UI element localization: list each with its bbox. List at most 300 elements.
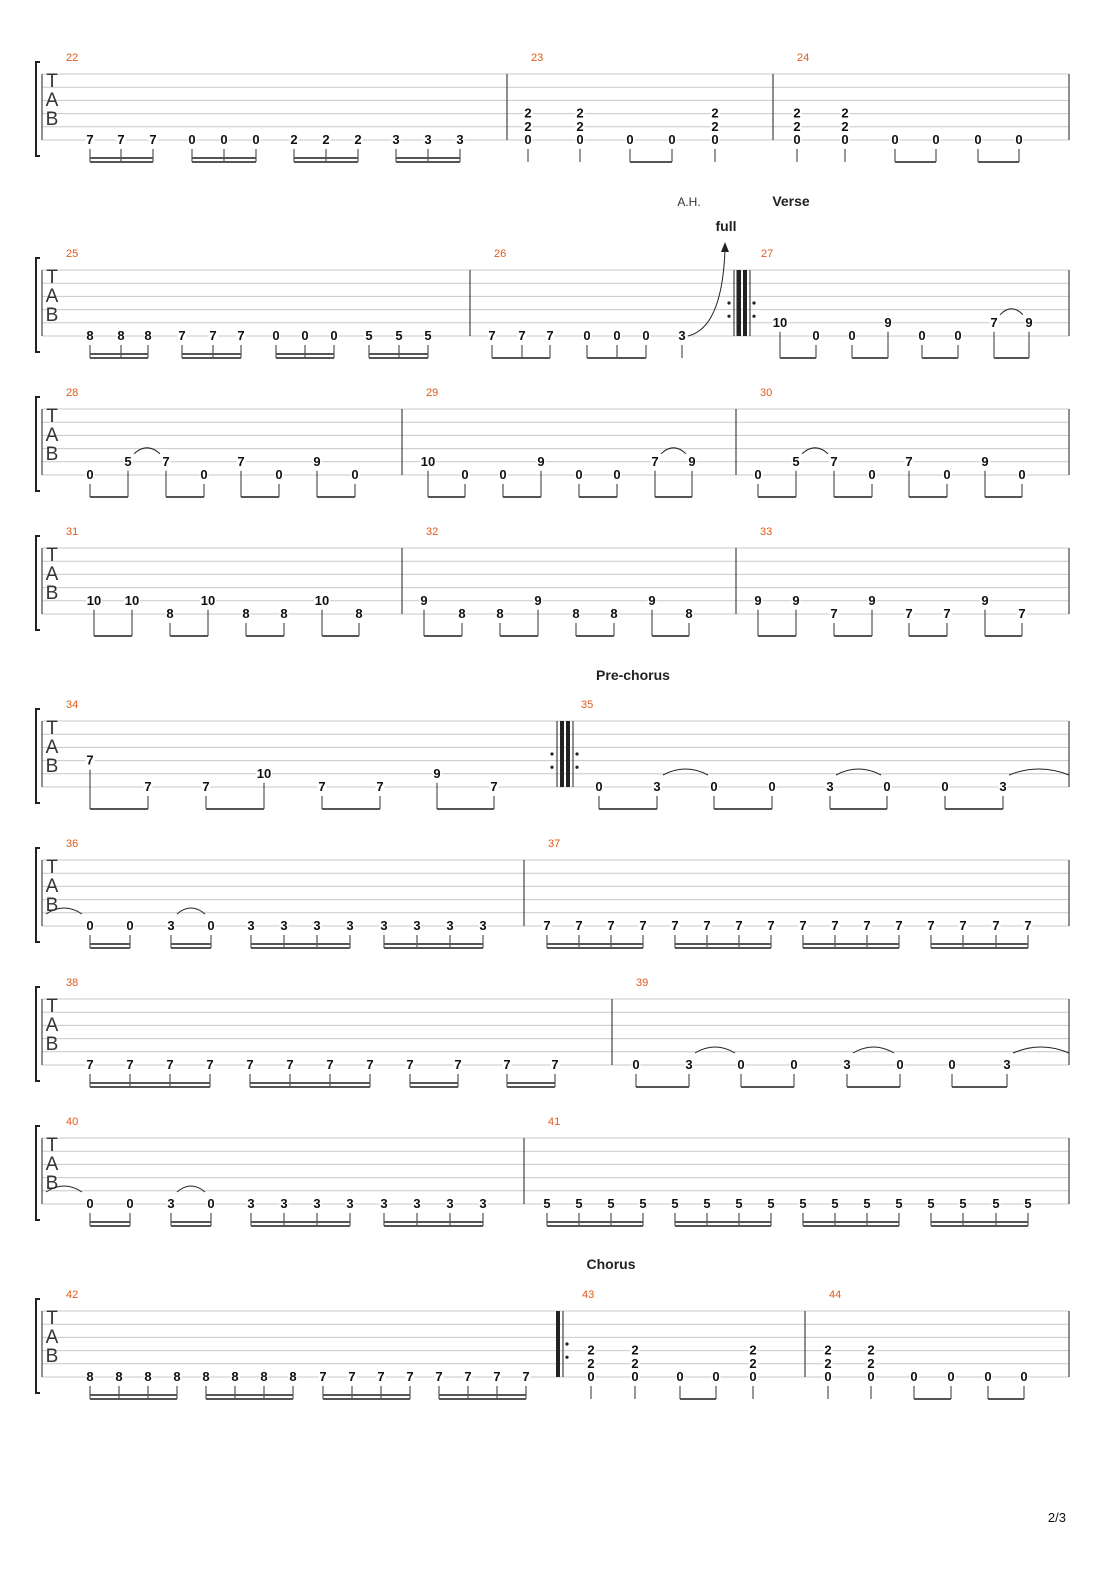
fret-number: 0: [595, 779, 603, 794]
bar-number: 26: [494, 248, 507, 260]
fret-number: 0: [954, 328, 962, 343]
tab-letter: B: [45, 305, 59, 326]
tab-letter: T: [46, 71, 58, 92]
bend-arrowhead: [721, 242, 729, 252]
fret-number: 2: [290, 132, 298, 147]
fret-number: 9: [534, 592, 542, 608]
fret-number: 7: [488, 328, 496, 343]
fret-number: 8: [115, 1369, 123, 1384]
bar-number: 34: [66, 699, 79, 711]
fret-number: 8: [166, 606, 174, 621]
fret-number: 9: [754, 592, 762, 608]
fret-number: 9: [688, 453, 696, 469]
fret-number: 7: [490, 779, 498, 794]
system-brace: [36, 536, 40, 630]
fret-number: 0: [896, 1057, 904, 1072]
fret-number: 0: [642, 328, 650, 343]
fret-number: 10: [420, 453, 436, 469]
fret-number: 5: [895, 1196, 903, 1211]
system-brace: [36, 1126, 40, 1220]
fret-number: 0: [499, 467, 507, 482]
fret-number: 5: [395, 328, 403, 343]
page-number: 2/3: [1047, 1510, 1066, 1525]
fret-number: 0: [711, 132, 719, 147]
fret-number: 0: [252, 132, 260, 147]
fret-number: 8: [144, 328, 152, 343]
fret-number: 3: [392, 132, 400, 147]
fret-number: 0: [86, 1196, 94, 1211]
fret-number: 9: [792, 592, 800, 608]
fret-number: 9: [537, 453, 545, 469]
fret-number: 10: [772, 314, 788, 330]
fret-number: 3: [247, 918, 255, 933]
fret-number: 0: [1015, 132, 1023, 147]
fret-number: 7: [990, 314, 998, 330]
fret-number: 9: [868, 592, 876, 608]
bar-number: 36: [66, 838, 79, 850]
fret-number: 5: [124, 453, 132, 469]
fret-number: 0: [1020, 1369, 1028, 1384]
fret-number: 3: [247, 1196, 255, 1211]
tab-letter: B: [45, 444, 59, 465]
system-brace: [36, 397, 40, 491]
fret-number: 0: [1018, 467, 1026, 482]
repeat-dot: [550, 752, 553, 755]
fret-number: 8: [458, 606, 466, 621]
fret-number: 3: [424, 132, 432, 147]
fret-number: 8: [144, 1369, 152, 1384]
fret-number: 7: [237, 453, 245, 469]
fret-number: 8: [242, 606, 250, 621]
bar-number: 28: [66, 387, 79, 399]
bar-number: 27: [761, 248, 774, 260]
tab-letter: B: [45, 895, 59, 916]
bar-number: 43: [582, 1289, 595, 1301]
fret-number: 0: [351, 467, 359, 482]
fret-number: 3: [380, 1196, 388, 1211]
fret-number: 2: [749, 1342, 757, 1358]
fret-number: 0: [613, 467, 621, 482]
fret-number: 0: [867, 1369, 875, 1384]
tab-system: [36, 387, 1069, 497]
fret-number: 7: [237, 328, 245, 343]
tab-letter: T: [46, 545, 58, 566]
fret-number: 7: [905, 453, 913, 469]
fret-number: 7: [376, 779, 384, 794]
bar-number: 22: [66, 52, 79, 64]
fret-number: 7: [377, 1369, 385, 1384]
fret-number: 2: [867, 1342, 875, 1358]
fret-number: 2: [749, 1355, 757, 1371]
fret-number: 9: [1025, 314, 1033, 330]
fret-number: 2: [631, 1342, 639, 1358]
tab-letter: B: [45, 583, 59, 604]
tab-system: [36, 1289, 1069, 1399]
repeat-dot: [565, 1342, 568, 1345]
fret-number: 7: [831, 918, 839, 933]
fret-number: 2: [576, 118, 584, 134]
fret-number: 10: [86, 592, 102, 608]
system-brace: [36, 1299, 40, 1393]
tab-letter: T: [46, 406, 58, 427]
repeat-sign: [727, 270, 755, 336]
tab-letter: A: [45, 1327, 59, 1348]
fret-number: 7: [607, 918, 615, 933]
fret-number: 5: [703, 1196, 711, 1211]
fret-number: 2: [793, 118, 801, 134]
fret-number: 8: [86, 328, 94, 343]
tab-letter: B: [45, 1346, 59, 1367]
tab-letter: A: [45, 90, 59, 111]
fret-number: 8: [610, 606, 618, 621]
bar-number: 31: [66, 526, 79, 538]
repeat-dot: [575, 752, 578, 755]
fret-number: 7: [905, 606, 913, 621]
fret-number: 7: [703, 918, 711, 933]
fret-number: 0: [710, 779, 718, 794]
fret-number: 7: [543, 918, 551, 933]
fret-number: 7: [1024, 918, 1032, 933]
fret-number: 8: [173, 1369, 181, 1384]
fret-number: 0: [737, 1057, 745, 1072]
fret-number: 8: [280, 606, 288, 621]
fret-number: 2: [824, 1342, 832, 1358]
tab-letter: A: [45, 425, 59, 446]
fret-number: 7: [454, 1057, 462, 1072]
fret-number: 3: [999, 779, 1007, 794]
fret-number: 7: [799, 918, 807, 933]
fret-number: 0: [301, 328, 309, 343]
fret-number: 5: [927, 1196, 935, 1211]
fret-number: 7: [286, 1057, 294, 1072]
tab-letter: A: [45, 737, 59, 758]
fret-number: 0: [575, 467, 583, 482]
fret-number: 2: [824, 1355, 832, 1371]
fret-number: 7: [366, 1057, 374, 1072]
fret-number: 0: [984, 1369, 992, 1384]
fret-number: 10: [314, 592, 330, 608]
fret-number: 0: [768, 779, 776, 794]
fret-number: 10: [256, 765, 272, 781]
fret-number: 9: [433, 765, 441, 781]
fret-number: 8: [685, 606, 693, 621]
tab-letter: T: [46, 267, 58, 288]
tab-letter: B: [45, 1034, 59, 1055]
tab-letter: T: [46, 1308, 58, 1329]
fret-number: 0: [812, 328, 820, 343]
tab-system: [36, 52, 1069, 162]
fret-number: 0: [676, 1369, 684, 1384]
fret-number: 0: [86, 467, 94, 482]
fret-number: 3: [167, 1196, 175, 1211]
fret-number: 0: [126, 1196, 134, 1211]
fret-number: 3: [280, 1196, 288, 1211]
fret-number: 3: [167, 918, 175, 933]
fret-number: 7: [406, 1057, 414, 1072]
fret-number: 7: [959, 918, 967, 933]
fret-number: 8: [202, 1369, 210, 1384]
fret-number: 3: [843, 1057, 851, 1072]
fret-number: 3: [456, 132, 464, 147]
fret-number: 5: [639, 1196, 647, 1211]
fret-number: 0: [632, 1057, 640, 1072]
fret-number: 3: [479, 918, 487, 933]
fret-number: 2: [322, 132, 330, 147]
harmonic-label: A.H.: [677, 195, 701, 209]
fret-number: 7: [246, 1057, 254, 1072]
fret-number: 7: [863, 918, 871, 933]
tab-letter: B: [45, 756, 59, 777]
fret-number: 7: [518, 328, 526, 343]
fret-number: 7: [830, 453, 838, 469]
fret-number: 3: [446, 918, 454, 933]
system-brace: [36, 987, 40, 1081]
fret-number: 7: [639, 918, 647, 933]
fret-number: 2: [841, 118, 849, 134]
fret-number: 7: [86, 1057, 94, 1072]
fret-number: 7: [117, 132, 125, 147]
fret-number: 3: [685, 1057, 693, 1072]
fret-number: 0: [910, 1369, 918, 1384]
fret-number: 5: [992, 1196, 1000, 1211]
fret-number: 2: [841, 105, 849, 121]
fret-number: 0: [272, 328, 280, 343]
fret-number: 0: [824, 1369, 832, 1384]
bar-number: 30: [760, 387, 773, 399]
fret-number: 7: [209, 328, 217, 343]
fret-number: 7: [202, 779, 210, 794]
repeat-dot: [752, 301, 755, 304]
fret-number: 7: [166, 1057, 174, 1072]
fret-number: 0: [668, 132, 676, 147]
bend-label: full: [715, 218, 737, 234]
fret-number: 7: [149, 132, 157, 147]
repeat-thick-bar: [743, 270, 747, 336]
fret-number: 7: [86, 752, 94, 768]
fret-number: 0: [461, 467, 469, 482]
fret-number: 0: [868, 467, 876, 482]
fret-number: 3: [826, 779, 834, 794]
fret-number: 9: [981, 592, 989, 608]
fret-number: 3: [280, 918, 288, 933]
fret-number: 7: [86, 132, 94, 147]
fret-number: 0: [754, 467, 762, 482]
tab-system: [36, 977, 1069, 1087]
fret-number: 2: [711, 118, 719, 134]
fret-number: 2: [587, 1342, 595, 1358]
fret-number: 3: [313, 1196, 321, 1211]
fret-number: 3: [313, 918, 321, 933]
fret-number: 0: [848, 328, 856, 343]
fret-number: 0: [220, 132, 228, 147]
fret-number: 0: [200, 467, 208, 482]
repeat-thick-bar: [560, 721, 564, 787]
bar-number: 40: [66, 1116, 79, 1128]
fret-number: 3: [346, 918, 354, 933]
bar-number: 41: [548, 1116, 561, 1128]
system-brace: [36, 258, 40, 352]
fret-number: 2: [524, 118, 532, 134]
fret-number: 9: [313, 453, 321, 469]
tab-letter: T: [46, 996, 58, 1017]
fret-number: 7: [493, 1369, 501, 1384]
fret-number: 0: [330, 328, 338, 343]
fret-number: 0: [932, 132, 940, 147]
tab-letter: T: [46, 857, 58, 878]
fret-number: 7: [651, 453, 659, 469]
fret-number: 7: [992, 918, 1000, 933]
fret-number: 10: [200, 592, 216, 608]
fret-number: 0: [712, 1369, 720, 1384]
fret-number: 7: [830, 606, 838, 621]
tab-system: [36, 248, 1069, 358]
bar-number: 29: [426, 387, 439, 399]
fret-number: 9: [420, 592, 428, 608]
fret-number: 7: [326, 1057, 334, 1072]
fret-number: 7: [735, 918, 743, 933]
fret-number: 8: [355, 606, 363, 621]
fret-number: 8: [572, 606, 580, 621]
fret-number: 3: [1003, 1057, 1011, 1072]
bar-number: 44: [829, 1289, 842, 1301]
fret-number: 5: [424, 328, 432, 343]
fret-number: 3: [346, 1196, 354, 1211]
fret-number: 5: [1024, 1196, 1032, 1211]
section-label: Chorus: [586, 1256, 636, 1272]
fret-number: 0: [883, 779, 891, 794]
repeat-dot: [550, 766, 553, 769]
fret-number: 10: [124, 592, 140, 608]
fret-number: 0: [974, 132, 982, 147]
tab-system: [36, 838, 1069, 948]
bar-number: 24: [797, 52, 810, 64]
fret-number: 2: [524, 105, 532, 121]
fret-number: 0: [188, 132, 196, 147]
fret-number: 7: [503, 1057, 511, 1072]
tab-system: [36, 1116, 1069, 1226]
fret-number: 8: [496, 606, 504, 621]
fret-number: 5: [735, 1196, 743, 1211]
fret-number: 0: [631, 1369, 639, 1384]
fret-number: 7: [522, 1369, 530, 1384]
fret-number: 7: [126, 1057, 134, 1072]
section-label: Verse: [772, 193, 810, 209]
fret-number: 3: [446, 1196, 454, 1211]
fret-number: 3: [653, 779, 661, 794]
system-brace: [36, 848, 40, 942]
fret-number: 8: [231, 1369, 239, 1384]
fret-number: 5: [543, 1196, 551, 1211]
fret-number: 0: [626, 132, 634, 147]
repeat-dot: [565, 1356, 568, 1359]
fret-number: 2: [576, 105, 584, 121]
fret-number: 0: [207, 918, 215, 933]
fret-number: 0: [613, 328, 621, 343]
tab-letter: A: [45, 1015, 59, 1036]
tab-letter: B: [45, 1173, 59, 1194]
fret-number: 7: [943, 606, 951, 621]
fret-number: 0: [841, 132, 849, 147]
fret-number: 7: [406, 1369, 414, 1384]
fret-number: 3: [678, 328, 686, 343]
fret-number: 7: [206, 1057, 214, 1072]
tab-letter: A: [45, 286, 59, 307]
fret-number: 5: [831, 1196, 839, 1211]
fret-number: 2: [793, 105, 801, 121]
fret-number: 0: [583, 328, 591, 343]
system-brace: [36, 709, 40, 803]
fret-number: 0: [918, 328, 926, 343]
fret-number: 0: [749, 1369, 757, 1384]
fret-number: 7: [546, 328, 554, 343]
fret-number: 2: [587, 1355, 595, 1371]
fret-number: 7: [318, 779, 326, 794]
bar-number: 33: [760, 526, 773, 538]
fret-number: 7: [319, 1369, 327, 1384]
fret-number: 0: [524, 132, 532, 147]
fret-number: 7: [767, 918, 775, 933]
fret-number: 5: [365, 328, 373, 343]
tab-letter: T: [46, 1135, 58, 1156]
fret-number: 7: [895, 918, 903, 933]
repeat-dot: [752, 315, 755, 318]
fret-number: 0: [941, 779, 949, 794]
system-brace: [36, 62, 40, 156]
fret-number: 0: [947, 1369, 955, 1384]
fret-number: 7: [348, 1369, 356, 1384]
fret-number: 0: [891, 132, 899, 147]
bar-number: 25: [66, 248, 79, 260]
fret-number: 8: [86, 1369, 94, 1384]
fret-number: 5: [607, 1196, 615, 1211]
fret-number: 0: [948, 1057, 956, 1072]
fret-number: 7: [464, 1369, 472, 1384]
bar-number: 38: [66, 977, 79, 989]
fret-number: 8: [289, 1369, 297, 1384]
fret-number: 3: [380, 918, 388, 933]
fret-number: 5: [792, 453, 800, 469]
bar-number: 37: [548, 838, 561, 850]
fret-number: 7: [435, 1369, 443, 1384]
fret-number: 5: [671, 1196, 679, 1211]
fret-number: 5: [799, 1196, 807, 1211]
fret-number: 7: [551, 1057, 559, 1072]
fret-number: 0: [587, 1369, 595, 1384]
tab-letter: A: [45, 564, 59, 585]
tab-letter: A: [45, 1154, 59, 1175]
fret-number: 7: [144, 779, 152, 794]
repeat-dot: [727, 315, 730, 318]
repeat-thick-bar: [556, 1311, 560, 1377]
bar-number: 39: [636, 977, 649, 989]
fret-number: 0: [576, 132, 584, 147]
tab-letter: T: [46, 718, 58, 739]
bar-number: 35: [581, 699, 594, 711]
fret-number: 5: [767, 1196, 775, 1211]
fret-number: 0: [207, 1196, 215, 1211]
fret-number: 2: [354, 132, 362, 147]
repeat-sign: [556, 1311, 569, 1377]
fret-number: 7: [671, 918, 679, 933]
section-label: Pre-chorus: [596, 667, 670, 683]
fret-number: 0: [275, 467, 283, 482]
fret-number: 8: [117, 328, 125, 343]
fret-number: 7: [162, 453, 170, 469]
fret-number: 3: [479, 1196, 487, 1211]
fret-number: 9: [648, 592, 656, 608]
fret-number: 5: [575, 1196, 583, 1211]
fret-number: 5: [959, 1196, 967, 1211]
